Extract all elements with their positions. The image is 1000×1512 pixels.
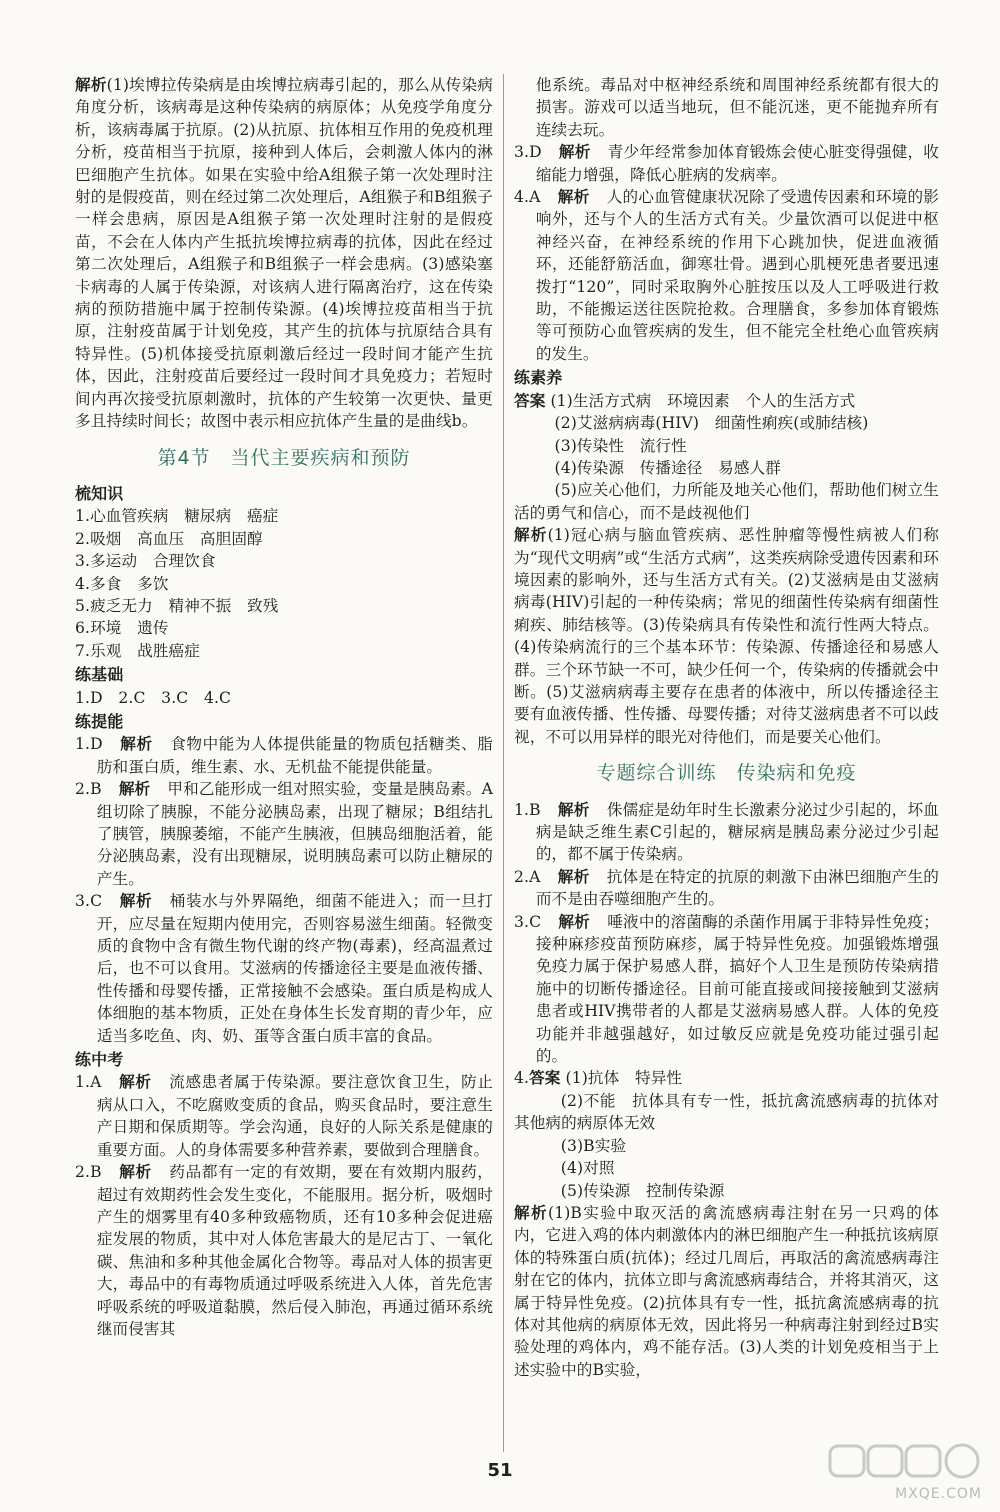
- answer-line: (5)应关心他们，力所能及地关心他们，帮助他们树立生活的勇气和信心，而不是歧视他们: [514, 481, 939, 522]
- chapter-title-section-4: 第4节 当代主要疾病和预防: [157, 446, 411, 469]
- answer-item: 1.A 解析 流感患者属于传染源。要注意饮食卫生，防止病从口入，不吃腐败变质的食品，购买食品时，要注意生产日期和保质期等。学会沟通，良好的人际关系是健康的重要方面。人的身体需要多种营养素，要做到合理膳食。: [75, 1073, 493, 1159]
- analysis-label: 解析: [75, 76, 107, 94]
- knowledge-item: 5.疲乏无力 精神不振 致残: [75, 596, 279, 615]
- section-heading-suyang: 练素养: [514, 368, 563, 388]
- basic-answers: 1.D 2.C 3.C 4.C: [75, 688, 232, 707]
- answer-item: 2.B 解析 药品都有一定的有效期，要在有效期内服药，超过有效期药性会发生变化，不能服用。据分析，吸烟时产生的烟雾里有40多种致癌物质，还有10多种会促进癌症发展的物质，其中对人体危害最大的是尼古丁、一氧化碳、焦油和多种其他金属化合物等。毒品对人体的损害更大，毒品中的有毒物质通过呼吸系统进入人体，首先危害呼吸系统的呼吸道黏膜，然后侵入肺泡，再通过循环系统继而侵害其: [75, 1163, 493, 1338]
- page-number: 51: [487, 1460, 513, 1481]
- answer-line: (4)传染源 传播途径 易感人群: [554, 458, 781, 477]
- answer-item: 2.A 解析 抗体是在特定的抗原的刺激下由淋巴细胞产生的而不是由吞噬细胞产生的。: [514, 867, 939, 909]
- watermark-text: MXQE.COM: [895, 1486, 982, 1502]
- answer-label: 答案: [514, 391, 546, 410]
- answer-line: (2)不能 抗体具有专一性，抵抗禽流感病毒的抗体对其他病的病原体无效: [514, 1091, 939, 1133]
- right-column: [514, 74, 939, 1381]
- analysis-text: (1)埃博拉传染病是由埃博拉病毒引起的，那么从传染病角度分析，该病毒是这种传染病的病原体；从免疫学角度分析，该病毒属于抗原。(2)从抗原、抗体相互作用的免疫机理分析，疫苗相当于抗原，接种到人体后，会刺激人体内的淋巴细胞产生抗体。如果在实验中给A组猴子第一次处理时注射的是假疫苗，则在经过第二次处理后，A组猴子和B组猴子一样会患病，原因是A组猴子第一次处理时注射的是假疫苗，不会在人体内产生抵抗埃博拉病毒的抗体，因此在经过第二次处理后，A组猴子和B组猴子一样会患病。(3)感染塞卡病毒的人属于传染源，对该病人进行隔离治疗，这在传染病的预防措施中属于控制传染源。(4)埃博拉疫苗相当于抗原，注射疫苗属于计划免疫，其产生的抗体与抗原结合具有特异性。(5)机体接受抗原刺激后经过一段时间才能产生抗体，因此，注射疫苗后要经过一段时间才具免疫力；若短时间内再次接受抗原刺激时，抗体的产生较第一次更快、量更多且持续时间长；故图中表示相应抗体产生量的是曲线b。: [75, 76, 493, 431]
- knowledge-item: 7.乐观 战胜癌症: [75, 641, 200, 660]
- section-heading-zhongkao: 练中考: [75, 1050, 124, 1070]
- answer-item: 1.D 解析 食物中能为人体提供能量的物质包括糖类、脂肪和蛋白质，维生素、水、无机盐不能提供能量。: [75, 735, 493, 776]
- answer-line: (5)传染源 控制传染源: [560, 1181, 725, 1200]
- answer-line: 4.答案 (1)抗体 特异性: [514, 1069, 683, 1088]
- knowledge-item: 3.多运动 合理饮食: [75, 552, 216, 571]
- section-heading-shuzhishi: 梳知识: [75, 483, 124, 503]
- left-column: [75, 74, 493, 1340]
- chapter-title-special-topic: 专题综合训练 传染病和免疫: [596, 762, 857, 785]
- continued-text: 他系统。毒品对中枢神经系统和周围神经系统都有很大的损害。游戏可以适当地玩，但不能沉迷，更不能抛弃所有连续去玩。: [535, 76, 939, 139]
- knowledge-item: 6.环境 遗传: [75, 619, 169, 638]
- knowledge-item: 1.心血管疾病 糖尿病 癌症: [75, 507, 279, 526]
- answer-line: (3)B实验: [560, 1136, 627, 1155]
- suyang-analysis: 解析(1)冠心病与脑血管疾病、恶性肿瘤等慢性病被人们称为“现代文明病”或“生活方式病”，这类疾病除受遗传因素和环境因素的影响外，还与生活方式有关。(2)艾滋病是由艾滋病病毒(HIV)引起的一种传染病；常见的细菌性传染病有细菌性痢疾、肺结核等。(3)传染病具有传染性和流行性两大特点。(4)传染病流行的三个基本环节：传染源、传播途径和易感人群。三个环节缺一不可，缺少任何一个，传染病的传播就会中断。(5)艾滋病病毒主要存在患者的体液中，所以传播途径主要有血液传播、性传播、母婴传播；对待艾滋病患者不可以歧视，不可以用异样的眼光对待他们，而是要关心他们。: [514, 526, 940, 746]
- knowledge-item: 2.吸烟 高血压 高胆固醇: [75, 529, 263, 548]
- knowledge-list: [75, 505, 493, 662]
- answer-item: 3.C 解析 唾液中的溶菌酶的杀菌作用属于非特异性免疫；接种麻疹疫苗预防麻疹，属于特异性免疫。加强锻炼增强免疫力属于保护易感人群，搞好个人卫生是预防传染病措施中的切断传播途径。目前可能直接或间接接触到艾滋病患者或HIV携带者的人都是艾滋病易感人群。人体的免疫功能并非越强越好，如过敏反应就是免疫功能过强引起的。: [514, 912, 939, 1066]
- answer-item: 4.A 解析 人的心血管健康状况除了受遗传因素和环境的影响外，还与个人的生活方式有关。少量饮酒可以促进中枢神经兴奋，在神经系统的作用下心跳加快，促进血液循环，还能舒筋活血，御寒壮骨。遇到心肌梗死患者要迅速拨打“120”，同时采取胸外心脏按压以及人工呼吸进行救助，不能搬运送往医院抢救。合理膳食，多参加体育锻炼等可预防心血管疾病的发生，但不能完全杜绝心血管疾病的发生。: [514, 188, 939, 363]
- answer-line: 答案 (1)生活方式病 环境因素 个人的生活方式: [514, 391, 856, 410]
- column-divider: [503, 74, 504, 1452]
- answer-line: (3)传染性 流行性: [554, 436, 687, 455]
- answer-item: 3.D 解析 青少年经常参加体育锻炼会使心脏变得强健，收缩能力增强，降低心脏病的发病率。: [514, 143, 940, 184]
- knowledge-item: 4.多食 多饮: [75, 574, 169, 593]
- answer-item: 1.B 解析 侏儒症是幼年时生长激素分泌过少引起的，坏血病是缺乏维生素C引起的，糖尿病是胰岛素分泌过少引起的，都不属于传染病。: [514, 800, 939, 864]
- answer-label: 答案: [529, 1069, 561, 1088]
- section-heading-jichu: 练基础: [75, 665, 124, 685]
- q4-analysis: 解析(1)B实验中取灭活的禽流感病毒注射在另一只鸡的体内，它进入鸡的体内刺激体内的淋巴细胞产生一种抵抗该病原体的特殊蛋白质(抗体)；经过几周后，再取活的禽流感病毒注射在它的体内，抗体立即与禽流感病毒结合，并将其消灭，这属于特异性免疫。(2)抗体具有专一性，抵抗禽流感病毒的抗体对其他病的病原体无效，因此将另一种病毒注射到经过B实验处理的鸡体内，鸡不能存活。(3)人类的计划免疫相当于上述实验中的B实验，: [514, 1203, 939, 1379]
- answer-line: (2)艾滋病病毒(HIV) 细菌性痢疾(或肺结核): [554, 414, 869, 433]
- answer-item: 3.C 解析 桶装水与外界隔绝，细菌不能进入；而一旦打开，应尽量在短期内使用完，否则容易滋生细菌。轻微变质的食物中含有微生物代谢的终产物(毒素)，经高温煮过后，也不可以食用。艾滋病的传播途径主要是血液传播、性传播和母婴传播，正常接触不会感染。蛋白质是构成人体细胞的基本物质，正处在身体生长发育期的青少年，应适当多吃鱼、肉、奶、蛋等含蛋白质丰富的食品。: [75, 892, 493, 1045]
- answer-item: 2.B 解析 甲和乙能形成一组对照实验，变量是胰岛素。A组切除了胰腺，不能分泌胰岛素，出现了糖尿；B组结扎了胰管，胰腺萎缩，不能产生胰液，但胰岛细胞活着，能分泌胰岛素，没有出现糖尿，说明胰岛素可以防止糖尿的产生。: [75, 780, 493, 888]
- left-analysis-paragraph: [75, 74, 493, 433]
- answer-line: (4)对照: [560, 1159, 615, 1178]
- section-heading-tineng: 练提能: [75, 711, 124, 731]
